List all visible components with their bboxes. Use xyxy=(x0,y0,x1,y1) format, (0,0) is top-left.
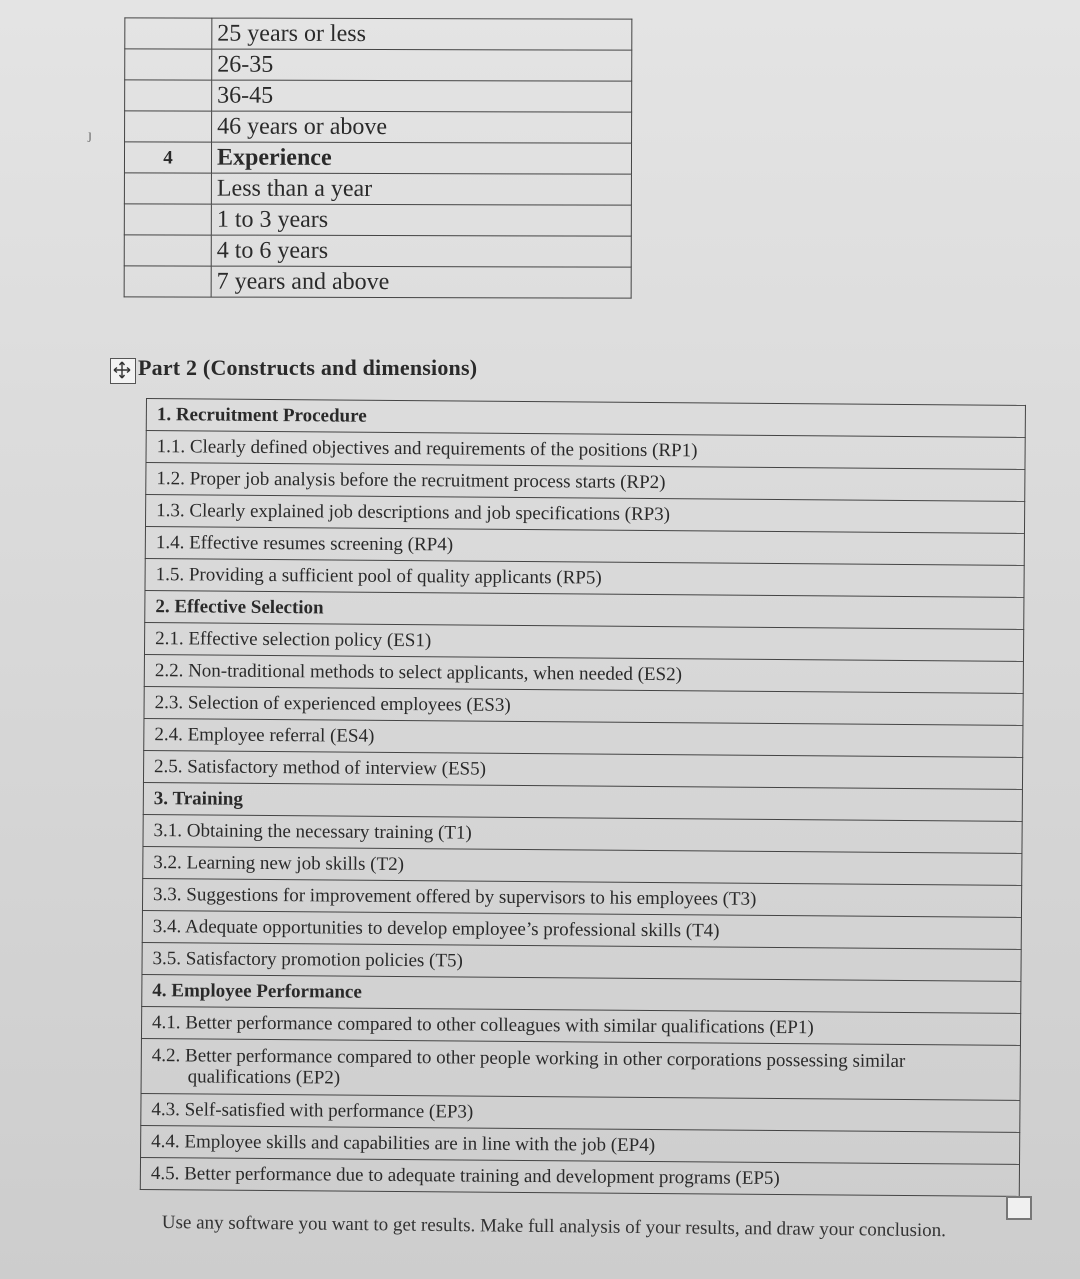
row-number xyxy=(125,111,212,142)
item-text: 4.2. Better performance compared to other people working in other corporations possessing similar xyxy=(151,1045,906,1072)
row-number xyxy=(124,266,211,297)
option-text: 46 years or above xyxy=(212,111,632,143)
table-row xyxy=(124,235,631,267)
item-text: 1.4. Effective resumes screening (RP4) xyxy=(155,531,454,555)
row-number xyxy=(124,235,211,266)
item-text: 1.2. Proper job analysis before the recruitment process starts (RP2) xyxy=(156,467,666,493)
item-text: 4. Employee Performance xyxy=(152,979,362,1003)
item-text: 2.5. Satisfactory method of interview (ES5) xyxy=(154,755,487,780)
row-number xyxy=(124,204,211,235)
margin-mark: ȷ xyxy=(88,128,92,143)
item-text: 2.3. Selection of experienced employees (ES3) xyxy=(154,691,511,716)
row-number xyxy=(125,80,212,111)
row-number xyxy=(124,173,211,204)
table-row xyxy=(124,173,631,205)
item-text: 3.1. Obtaining the necessary training (T1) xyxy=(153,819,472,844)
dimension-item xyxy=(141,1038,1020,1100)
item-text: 1.5. Providing a sufficient pool of quality applicants (RP5) xyxy=(155,563,602,589)
section-heading: Experience xyxy=(211,142,631,174)
dimension-item xyxy=(140,1157,1019,1196)
option-text: 4 to 6 years xyxy=(211,235,631,267)
table-row xyxy=(140,1157,1019,1196)
option-text: 7 years and above xyxy=(211,266,631,298)
item-text: 4.5. Better performance due to adequate training and development programs (EP5) xyxy=(150,1162,780,1189)
table-row xyxy=(124,142,631,174)
item-text: 3. Training xyxy=(153,787,243,810)
part2-heading xyxy=(110,352,477,384)
table-move-handle-icon[interactable] xyxy=(110,358,136,384)
table-row xyxy=(125,49,632,81)
item-text: 2.1. Effective selection policy (ES1) xyxy=(155,627,432,651)
table-row xyxy=(124,204,631,236)
item-text: 1.3. Clearly explained job descriptions and job specifications (RP3) xyxy=(156,499,671,525)
item-text-continued: qualifications (EP2) xyxy=(187,1066,341,1089)
option-text: Less than a year xyxy=(211,173,631,205)
row-number xyxy=(125,49,212,80)
option-text: 1 to 3 years xyxy=(211,204,631,236)
table-row xyxy=(125,80,632,112)
option-text: 36-45 xyxy=(212,80,632,112)
item-text: 3.2. Learning new job skills (T2) xyxy=(153,851,405,875)
item-text: 2.4. Employee referral (ES4) xyxy=(154,723,375,747)
item-text: 4.1. Better performance compared to other colleagues with similar qualifications (EP1) xyxy=(152,1011,814,1038)
checkbox[interactable] xyxy=(1006,1196,1032,1220)
table-row xyxy=(141,1038,1020,1100)
table-row xyxy=(125,111,632,143)
item-text: 3.5. Satisfactory promotion policies (T5) xyxy=(152,947,463,972)
item-text: 1.1. Clearly defined objectives and requirements of the positions (RP1) xyxy=(156,435,698,461)
item-text: 4.4. Employee skills and capabilities are in line with the job (EP4) xyxy=(151,1130,656,1156)
item-text: 3.3. Suggestions for improvement offered by supervisors to his employees (T3) xyxy=(153,883,757,910)
option-text: 25 years or less xyxy=(212,18,632,50)
demographics-table xyxy=(124,17,633,298)
table-row xyxy=(125,18,632,50)
item-text: 3.4. Adequate opportunities to develop employee’s professional skills (T4) xyxy=(152,915,720,942)
item-text: 2. Effective Selection xyxy=(155,595,324,618)
item-text: 4.3. Self-satisfied with performance (EP3) xyxy=(151,1098,474,1123)
option-text: 26-35 xyxy=(212,49,632,81)
item-text: 1. Recruitment Procedure xyxy=(156,403,367,427)
item-text: 2.2. Non-traditional methods to select applicants, when needed (ES2) xyxy=(154,659,683,685)
instruction-text: Use any software you want to get results. Make full analysis of your results, and draw your conclusion. xyxy=(161,1211,947,1242)
table-row xyxy=(124,266,631,298)
constructs-table xyxy=(140,398,1026,1197)
row-number: 4 xyxy=(124,142,211,173)
part2-title: Part 2 (Constructs and dimensions) xyxy=(138,355,478,380)
row-number xyxy=(125,18,212,49)
